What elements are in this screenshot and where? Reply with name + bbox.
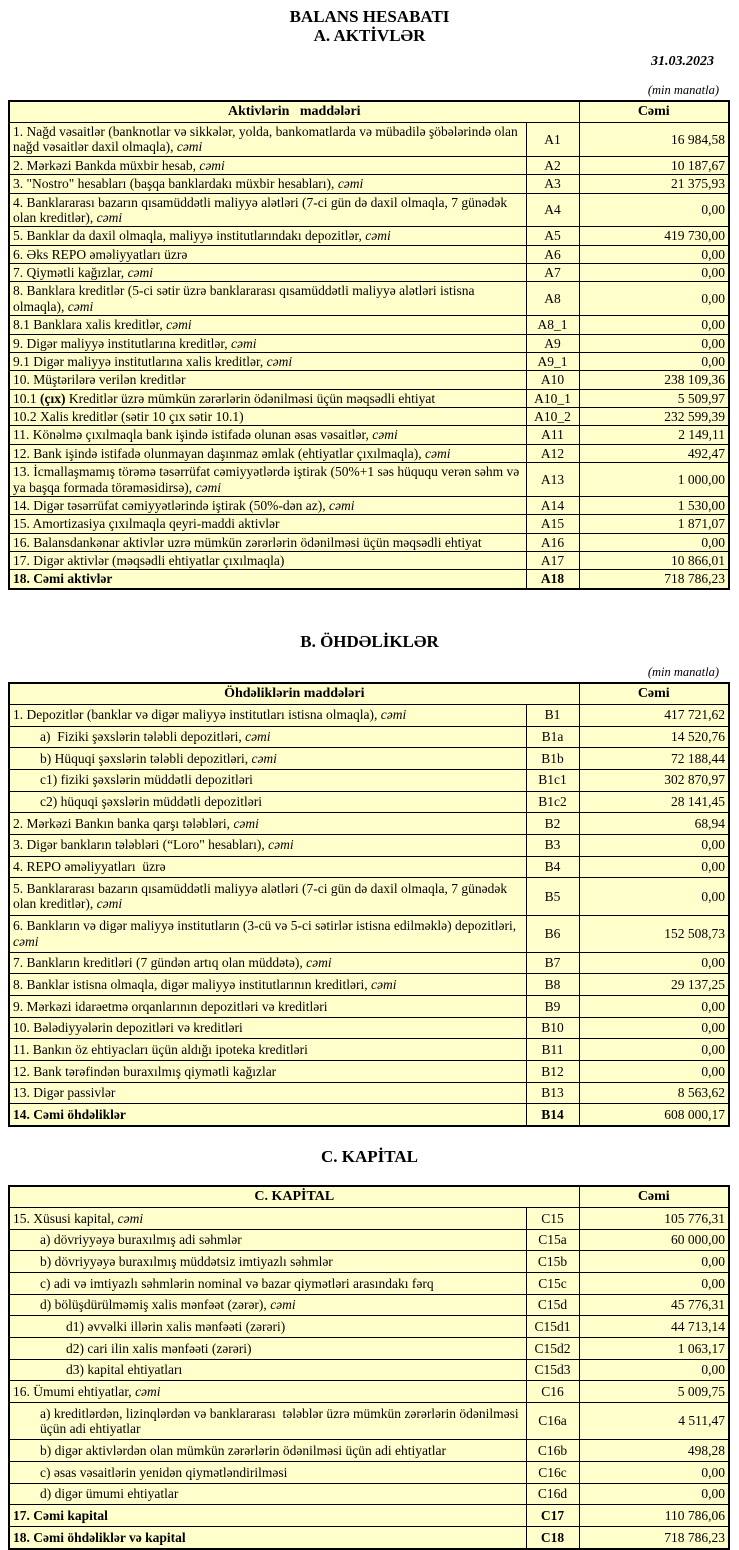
table-row xyxy=(9,389,729,407)
row-code: B13 xyxy=(526,1082,579,1104)
row-code: C18 xyxy=(526,1527,579,1549)
row-value: 0,00 xyxy=(579,282,729,316)
row-value: 45 776,31 xyxy=(579,1294,729,1316)
table-row xyxy=(9,915,729,952)
row-label: 10. Bələdiyyələrin depozitləri və kreditləri xyxy=(9,1017,526,1039)
row-value: 16 984,58 xyxy=(579,123,729,157)
row-value: 608 000,17 xyxy=(579,1104,729,1126)
row-label: c2) hüquqi şəxslərin müddətli depozitləri xyxy=(9,791,526,813)
table-row xyxy=(9,996,729,1018)
row-code: C16 xyxy=(526,1381,579,1403)
table-row xyxy=(9,227,729,245)
row-label: 5. Banklararası bazarın qısamüddətli maliyyə alətləri (7-ci gün də daxil olmaqla, 7 günədək olan kreditlər), cəmi xyxy=(9,878,526,915)
row-label: b) digər aktivlərdən olan mümkün zərərlərin ödənilməsi üçün adi ehtiyatlar xyxy=(9,1440,526,1462)
row-code: B5 xyxy=(526,878,579,915)
row-code: B14 xyxy=(526,1104,579,1126)
column-header-items: Öhdəliklərin maddələri xyxy=(9,683,579,705)
row-label: 4. REPO əməliyyatları üzrə xyxy=(9,856,526,878)
row-value: 72 188,44 xyxy=(579,748,729,770)
row-code: B4 xyxy=(526,856,579,878)
row-label: 15. Xüsusi kapital, cəmi xyxy=(9,1208,526,1230)
row-value: 4 511,47 xyxy=(579,1403,729,1440)
row-value: 0,00 xyxy=(579,1359,729,1381)
row-value: 2 149,11 xyxy=(579,426,729,444)
row-value: 1 871,07 xyxy=(579,515,729,533)
row-value: 1 063,17 xyxy=(579,1338,729,1360)
row-value: 0,00 xyxy=(579,1061,729,1083)
table-row xyxy=(9,426,729,444)
row-code: A12 xyxy=(526,444,579,462)
table-row xyxy=(9,408,729,426)
row-label: 14. Cəmi öhdəliklər xyxy=(9,1104,526,1126)
table-row xyxy=(9,952,729,974)
table-row xyxy=(9,1082,729,1104)
row-value: 10 187,67 xyxy=(579,156,729,174)
row-value: 5 009,75 xyxy=(579,1381,729,1403)
table-kapital xyxy=(8,1185,730,1550)
table-row xyxy=(9,974,729,996)
table-ohdelikler xyxy=(8,682,730,1127)
row-code: A10_2 xyxy=(526,408,579,426)
row-label: 18. Cəmi aktivlər xyxy=(9,570,526,589)
row-code: A9 xyxy=(526,334,579,352)
row-code: C17 xyxy=(526,1505,579,1527)
row-value: 232 599,39 xyxy=(579,408,729,426)
row-value: 14 520,76 xyxy=(579,726,729,748)
row-code: C16c xyxy=(526,1462,579,1484)
table-row xyxy=(9,748,729,770)
row-label: 10.2 Xalis kreditlər (sətir 10 çıx sətir 10.1) xyxy=(9,408,526,426)
table-row xyxy=(9,1017,729,1039)
row-value: 105 776,31 xyxy=(579,1208,729,1230)
column-header-total: Cəmi xyxy=(579,1186,729,1208)
row-value: 0,00 xyxy=(579,245,729,263)
row-code: B6 xyxy=(526,915,579,952)
row-label: 9. Digər maliyyə institutlarına kreditlər, cəmi xyxy=(9,334,526,352)
table-row xyxy=(9,1483,729,1505)
table-row xyxy=(9,1251,729,1273)
table-row xyxy=(9,1104,729,1126)
row-label: 3. "Nostro" hesabları (başqa banklardakı müxbir hesabları), cəmi xyxy=(9,175,526,193)
row-code: C15 xyxy=(526,1208,579,1230)
row-label: c) əsas vəsaitlərin yenidən qiymətləndirilməsi xyxy=(9,1462,526,1484)
table-row xyxy=(9,1381,729,1403)
table-row xyxy=(9,1527,729,1549)
column-header-items: C. KAPİTAL xyxy=(9,1186,579,1208)
row-code: B2 xyxy=(526,813,579,835)
row-value: 0,00 xyxy=(579,1251,729,1273)
table-row xyxy=(9,1294,729,1316)
row-value: 0,00 xyxy=(579,1483,729,1505)
row-label: 13. Digər passivlər xyxy=(9,1082,526,1104)
table-row xyxy=(9,334,729,352)
row-code: A14 xyxy=(526,496,579,514)
row-value: 492,47 xyxy=(579,444,729,462)
row-label: 6. Bankların və digər maliyyə institutların (3-cü və 5-ci sətirlər istisna edilməklə) depozitləri, cəmi xyxy=(9,915,526,952)
row-label: 7. Qiymətli kağızlar, cəmi xyxy=(9,264,526,282)
row-label: d3) kapital ehtiyatları xyxy=(9,1359,526,1381)
row-value: 302 870,97 xyxy=(579,769,729,791)
table-row xyxy=(9,769,729,791)
row-code: A7 xyxy=(526,264,579,282)
row-label: c1) fiziki şəxslərin müddətli depozitləri xyxy=(9,769,526,791)
table-row xyxy=(9,515,729,533)
table-row xyxy=(9,463,729,497)
row-value: 0,00 xyxy=(579,193,729,227)
table-row xyxy=(9,791,729,813)
row-label: b) Hüquqi şəxslərin tələbli depozitləri, cəmi xyxy=(9,748,526,770)
row-label: d2) cari ilin xalis mənfəəti (zərəri) xyxy=(9,1338,526,1360)
row-code: C15c xyxy=(526,1273,579,1295)
row-code: A11 xyxy=(526,426,579,444)
table-row xyxy=(9,352,729,370)
row-code: A10_1 xyxy=(526,389,579,407)
row-code: B8 xyxy=(526,974,579,996)
row-code: B1c1 xyxy=(526,769,579,791)
row-label: 9.1 Digər maliyyə institutlarına xalis kreditlər, cəmi xyxy=(9,352,526,370)
row-code: A4 xyxy=(526,193,579,227)
table-row xyxy=(9,264,729,282)
row-code: A8 xyxy=(526,282,579,316)
row-label: 9. Mərkəzi idarəetmə orqanlarının depozitləri və kreditləri xyxy=(9,996,526,1018)
row-value: 718 786,23 xyxy=(579,1527,729,1549)
row-code: B1c2 xyxy=(526,791,579,813)
row-value: 0,00 xyxy=(579,834,729,856)
row-value: 68,94 xyxy=(579,813,729,835)
row-label: 6. Əks REPO əməliyyatları üzrə xyxy=(9,245,526,263)
row-code: B1b xyxy=(526,748,579,770)
row-value: 0,00 xyxy=(579,1462,729,1484)
row-code: C16b xyxy=(526,1440,579,1462)
row-code: C15d2 xyxy=(526,1338,579,1360)
table-row xyxy=(9,1462,729,1484)
row-value: 44 713,14 xyxy=(579,1316,729,1338)
table-row xyxy=(9,813,729,835)
row-value: 0,00 xyxy=(579,316,729,334)
row-value: 0,00 xyxy=(579,1039,729,1061)
row-label: 17. Digər aktivlər (məqsədli ehtiyatlar çıxılmaqla) xyxy=(9,552,526,570)
row-label: 2. Mərkəzi Bankda müxbir hesab, cəmi xyxy=(9,156,526,174)
row-label: a) dövriyyəyə buraxılmış adi səhmlər xyxy=(9,1229,526,1251)
row-code: C15a xyxy=(526,1229,579,1251)
row-label: 2. Mərkəzi Bankın banka qarşı tələbləri, cəmi xyxy=(9,813,526,835)
table-row xyxy=(9,1208,729,1230)
row-value: 8 563,62 xyxy=(579,1082,729,1104)
row-code: C16a xyxy=(526,1403,579,1440)
row-value: 29 137,25 xyxy=(579,974,729,996)
table-row xyxy=(9,533,729,551)
table-row xyxy=(9,1440,729,1462)
row-value: 152 508,73 xyxy=(579,915,729,952)
column-header-total: Cəmi xyxy=(579,101,729,123)
row-value: 0,00 xyxy=(579,952,729,974)
table-row xyxy=(9,1403,729,1440)
unit-note: (min manatla) xyxy=(647,664,719,679)
row-code: C15d1 xyxy=(526,1316,579,1338)
table-row xyxy=(9,1061,729,1083)
row-value: 0,00 xyxy=(579,264,729,282)
row-code: A8_1 xyxy=(526,316,579,334)
row-value: 60 000,00 xyxy=(579,1229,729,1251)
row-label: d) bölüşdürülməmiş xalis mənfəət (zərər), cəmi xyxy=(9,1294,526,1316)
row-value: 238 109,36 xyxy=(579,371,729,389)
row-code: B10 xyxy=(526,1017,579,1039)
table-header-row xyxy=(9,1186,729,1208)
row-code: C16d xyxy=(526,1483,579,1505)
table-row xyxy=(9,245,729,263)
row-code: A9_1 xyxy=(526,352,579,370)
table-row xyxy=(9,496,729,514)
row-value: 417 721,62 xyxy=(579,704,729,726)
row-label: a) Fiziki şəxslərin tələbli depozitləri, cəmi xyxy=(9,726,526,748)
row-code: B9 xyxy=(526,996,579,1018)
row-label: 17. Cəmi kapital xyxy=(9,1505,526,1527)
row-label: 4. Banklararası bazarın qısamüddətli maliyyə alətləri (7-ci gün də daxil olmaqla, 7 günədək olan kreditlər), cəmi xyxy=(9,193,526,227)
row-label: 16. Balansdankənar aktivlər uzrə mümkün zərərlərin ödənilməsi üçün məqsədli ehtiyat xyxy=(9,533,526,551)
row-label: 7. Bankların kreditləri (7 gündən artıq olan müddətə), cəmi xyxy=(9,952,526,974)
table-row xyxy=(9,371,729,389)
row-label: d1) əvvəlki illərin xalis mənfəəti (zərəri) xyxy=(9,1316,526,1338)
table-row xyxy=(9,1359,729,1381)
row-code: B3 xyxy=(526,834,579,856)
row-value: 0,00 xyxy=(579,334,729,352)
table-row xyxy=(9,1039,729,1061)
row-code: A5 xyxy=(526,227,579,245)
row-code: A10 xyxy=(526,371,579,389)
row-code: A6 xyxy=(526,245,579,263)
row-label: 13. İcmallaşmamış törəmə təsərrüfat cəmiyyətlərdə iştirak (50%+1 səs hüququ verən səhm və ya başqa formada törəməsidirsə), cəmi xyxy=(9,463,526,497)
row-label: 1. Nağd vəsaitlər (banknotlar və sikkələr, yolda, bankomatlarda və mübadilə şöbələrində olan nağd vəsaitlər daxil olmaqla), cəmi xyxy=(9,123,526,157)
table-row xyxy=(9,570,729,589)
row-label: 8. Banklar istisna olmaqla, digər maliyyə institutlarının kreditləri, cəmi xyxy=(9,974,526,996)
row-code: A17 xyxy=(526,552,579,570)
row-label: 12. Bank tərəfindən buraxılmış qiymətli kağızlar xyxy=(9,1061,526,1083)
row-code: B1a xyxy=(526,726,579,748)
row-label: 14. Digər təsərrüfat cəmiyyətlərində iştirak (50%-dən az), cəmi xyxy=(9,496,526,514)
table-row xyxy=(9,1229,729,1251)
section-a-heading: A. AKTİVLƏR xyxy=(313,26,426,45)
table-row xyxy=(9,1273,729,1295)
table-row xyxy=(9,1338,729,1360)
document-title: BALANS HESABATI xyxy=(289,7,450,26)
row-value: 0,00 xyxy=(579,533,729,551)
row-code: A2 xyxy=(526,156,579,174)
table-aktivler xyxy=(8,100,730,590)
table-row xyxy=(9,552,729,570)
table-row xyxy=(9,444,729,462)
row-label: 3. Digər bankların tələbləri (“Loro" hesabları), cəmi xyxy=(9,834,526,856)
row-code: C15b xyxy=(526,1251,579,1273)
table-row xyxy=(9,156,729,174)
row-code: A16 xyxy=(526,533,579,551)
row-label: a) kreditlərdən, lizinqlərdən və banklararası tələblər üzrə mümkün zərərlərin ödənilməsi üçün adi ehtiyatlar xyxy=(9,1403,526,1440)
table-header-row xyxy=(9,101,729,123)
table-row xyxy=(9,1505,729,1527)
table-row xyxy=(9,834,729,856)
table-row xyxy=(9,175,729,193)
row-value: 1 000,00 xyxy=(579,463,729,497)
row-code: A1 xyxy=(526,123,579,157)
section-heading-kapital: C. KAPİTAL xyxy=(321,1147,418,1167)
sections-container xyxy=(0,83,739,1550)
row-code: A15 xyxy=(526,515,579,533)
row-value: 1 530,00 xyxy=(579,496,729,514)
unit-note: (min manatla) xyxy=(647,83,719,97)
row-value: 0,00 xyxy=(579,352,729,370)
row-value: 718 786,23 xyxy=(579,570,729,589)
report-date: 31.03.2023 xyxy=(651,54,714,69)
table-row xyxy=(9,1316,729,1338)
row-label: 16. Ümumi ehtiyatlar, cəmi xyxy=(9,1381,526,1403)
table-row xyxy=(9,123,729,157)
row-label: d) digər ümumi ehtiyatlar xyxy=(9,1483,526,1505)
row-label: 8. Banklara kreditlər (5-ci sətir üzrə banklararası qısamüddətli maliyyə alətləri istisna olmaqla), cəmi xyxy=(9,282,526,316)
row-value: 0,00 xyxy=(579,1273,729,1295)
row-value: 498,28 xyxy=(579,1440,729,1462)
table-header-row xyxy=(9,683,729,705)
table-row xyxy=(9,726,729,748)
row-label: 11. Könəlmə çıxılmaqla bank işində istifadə olunan əsas vəsaitlər, cəmi xyxy=(9,426,526,444)
row-value: 5 509,97 xyxy=(579,389,729,407)
row-label: 12. Bank işində istifadə olunmayan daşınmaz əmlak (ehtiyatlar çıxılmaqla), cəmi xyxy=(9,444,526,462)
row-code: C15d3 xyxy=(526,1359,579,1381)
row-code: A18 xyxy=(526,570,579,589)
table-row xyxy=(9,316,729,334)
section-heading-ohdelikler: B. ÖHDƏLİKLƏR xyxy=(300,631,439,651)
row-code: B12 xyxy=(526,1061,579,1083)
row-value: 21 375,93 xyxy=(579,175,729,193)
row-value: 0,00 xyxy=(579,996,729,1018)
column-header-total: Cəmi xyxy=(579,683,729,705)
row-label: 10. Müştərilərə verilən kreditlər xyxy=(9,371,526,389)
row-value: 0,00 xyxy=(579,878,729,915)
row-value: 10 866,01 xyxy=(579,552,729,570)
row-code: B11 xyxy=(526,1039,579,1061)
row-label: 11. Bankın öz ehtiyacları üçün aldığı ipoteka kreditləri xyxy=(9,1039,526,1061)
table-row xyxy=(9,193,729,227)
row-label: 18. Cəmi öhdəliklər və kapital xyxy=(9,1527,526,1549)
row-label: 10.1 (çıx) Kreditlər üzrə mümkün zərərlərin ödənilməsi üçün məqsədli ehtiyat xyxy=(9,389,526,407)
row-label: 1. Depozitlər (banklar və digər maliyyə institutları istisna olmaqla), cəmi xyxy=(9,704,526,726)
row-code: B1 xyxy=(526,704,579,726)
table-row xyxy=(9,282,729,316)
row-label: c) adi və imtiyazlı səhmlərin nominal və bazar qiymətləri arasındakı fərq xyxy=(9,1273,526,1295)
row-code: B7 xyxy=(526,952,579,974)
table-row xyxy=(9,704,729,726)
row-label: 15. Amortizasiya çıxılmaqla qeyri-maddi aktivlər xyxy=(9,515,526,533)
row-label: 8.1 Banklara xalis kreditlər, cəmi xyxy=(9,316,526,334)
row-label: b) dövriyyəyə buraxılmış müddətsiz imtiyazlı səhmlər xyxy=(9,1251,526,1273)
column-header-items: Aktivlərin maddələri xyxy=(9,101,579,123)
table-row xyxy=(9,878,729,915)
row-label: 5. Banklar da daxil olmaqla, maliyyə institutlarındakı depozitlər, cəmi xyxy=(9,227,526,245)
row-value: 0,00 xyxy=(579,1017,729,1039)
row-code: A13 xyxy=(526,463,579,497)
row-value: 0,00 xyxy=(579,856,729,878)
row-code: C15d xyxy=(526,1294,579,1316)
row-value: 419 730,00 xyxy=(579,227,729,245)
row-value: 28 141,45 xyxy=(579,791,729,813)
row-value: 110 786,06 xyxy=(579,1505,729,1527)
table-row xyxy=(9,856,729,878)
row-code: A3 xyxy=(526,175,579,193)
